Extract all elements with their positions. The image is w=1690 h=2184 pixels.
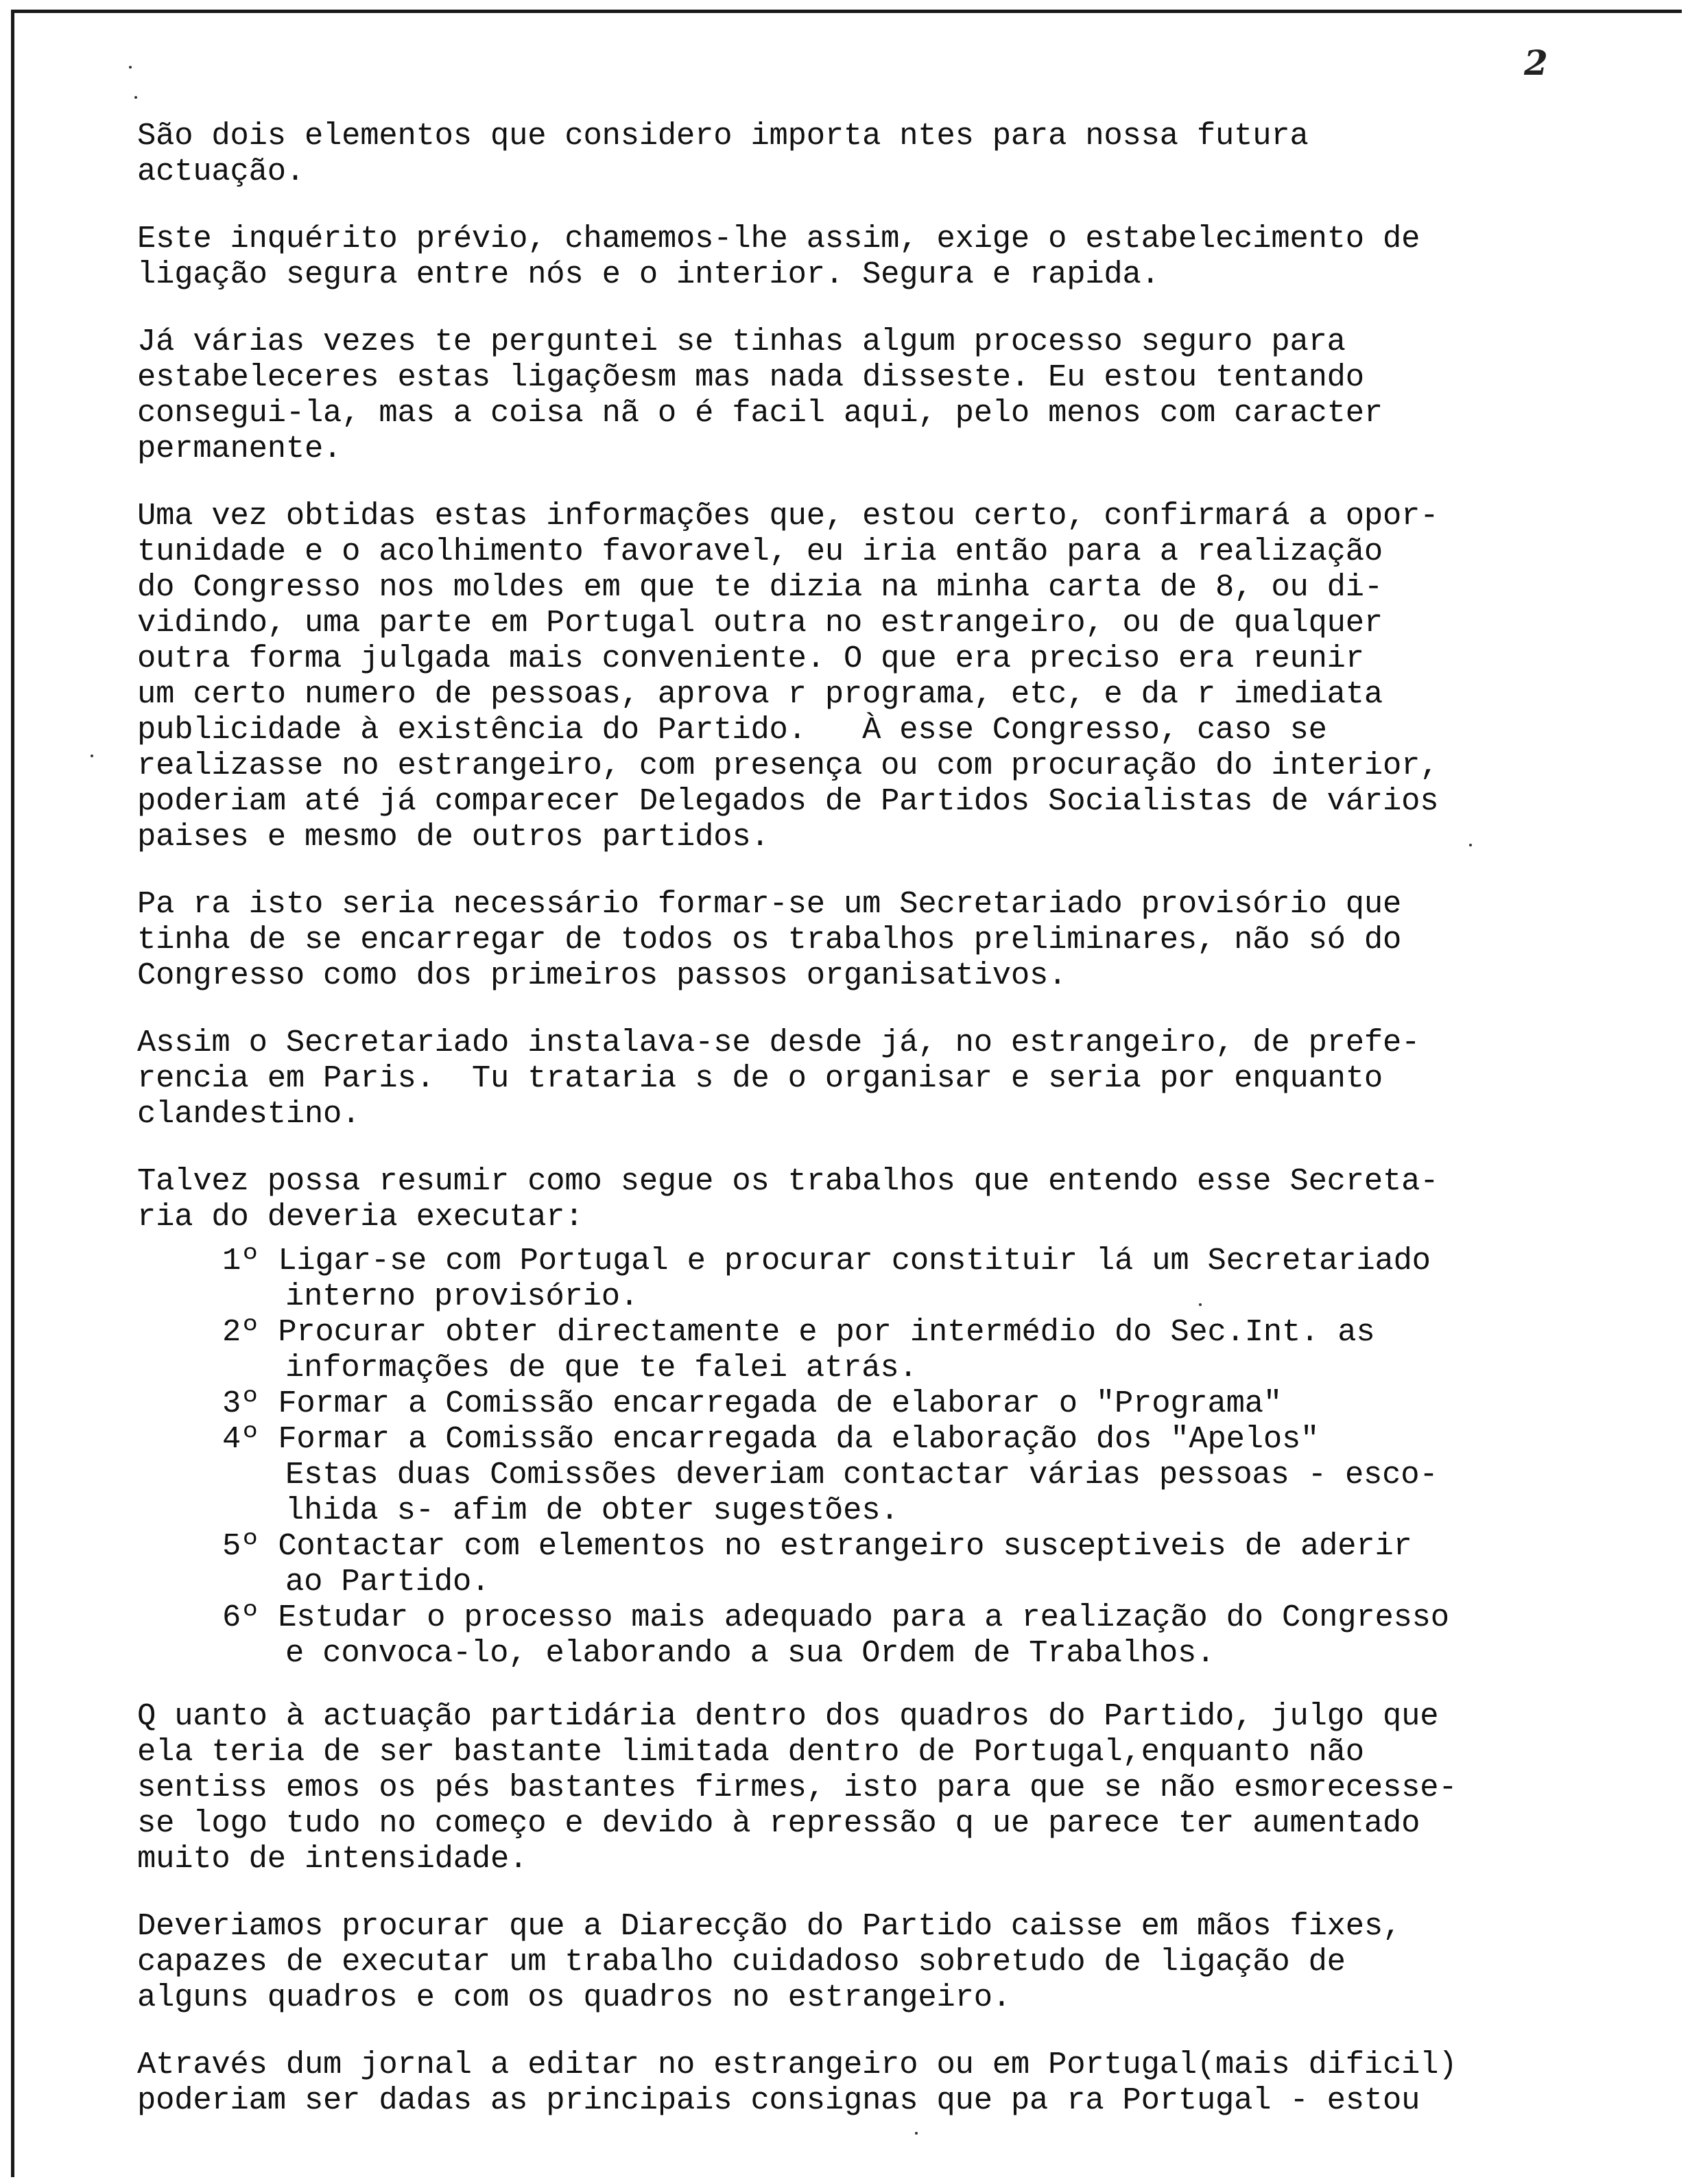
- paragraph: [137, 221, 1667, 292]
- text-line: actuação.: [137, 154, 305, 189]
- text-line: muito de intensidade.: [137, 1841, 528, 1877]
- text-line: alguns quadros e com os quadros no estrangeiro.: [137, 1980, 1011, 2015]
- list-item: [137, 1421, 1667, 1528]
- ink-speck: [134, 96, 137, 99]
- text-line: 3º Formar a Comissão encarregada de elaborar o "Programa": [222, 1386, 1282, 1421]
- text-line: permanente.: [137, 431, 342, 466]
- text-line: 1º Ligar-se com Portugal e procurar constituir lá um Secretariado: [222, 1243, 1431, 1279]
- paragraph: [137, 1163, 1667, 1235]
- text-line: Já várias vezes te perguntei se tinhas algum processo seguro para: [137, 324, 1346, 359]
- paragraph: [137, 498, 1667, 855]
- text-line: interno provisório.: [285, 1279, 639, 1314]
- text-line: ela teria de ser bastante limitada dentro de Portugal,enquanto não: [137, 1734, 1364, 1770]
- text-line: 2º Procurar obter directamente e por intermédio do Sec.Int. as: [222, 1314, 1375, 1350]
- text-line: consegui-la, mas a coisa nã o é facil aqui, pelo menos com caracter: [137, 395, 1383, 431]
- paragraph: [137, 2047, 1667, 2118]
- text-line: rencia em Paris. Tu trataria s de o organisar e seria por enquanto: [137, 1060, 1383, 1096]
- paragraph: [137, 1908, 1667, 2015]
- text-line: poderiam ser dadas as principais consignas que pa ra Portugal - estou: [137, 2082, 1420, 2118]
- text-line: capazes de executar um trabalho cuidadoso sobretudo de ligação de: [137, 1944, 1346, 1980]
- text-line: Deveriamos procurar que a Diarecção do Partido caisse em mãos fixes,: [137, 1908, 1402, 1944]
- text-line: e convoca-lo, elaborando a sua Ordem de Trabalhos.: [285, 1635, 1215, 1671]
- list-item: [137, 1386, 1667, 1421]
- text-line: Congresso como dos primeiros passos organisativos.: [137, 958, 1067, 993]
- page-number: 2: [1524, 43, 1548, 83]
- paragraph: [137, 1025, 1667, 1132]
- list-item: [137, 1528, 1667, 1600]
- text-line: Assim o Secretariado instalava-se desde já, no estrangeiro, de prefe-: [137, 1025, 1420, 1060]
- text-line: Através dum jornal a editar no estrangeiro ou em Portugal(mais dificil): [137, 2047, 1457, 2082]
- ink-speck: [1199, 1303, 1202, 1306]
- list-item: [137, 1243, 1667, 1314]
- text-line: outra forma julgada mais conveniente. O que era preciso era reunir: [137, 641, 1364, 676]
- ink-speck: [129, 66, 132, 69]
- text-line: tinha de se encarregar de todos os trabalhos preliminares, não só do: [137, 922, 1402, 958]
- text-line: se logo tudo no começo e devido à repressão q ue parece ter aumentado: [137, 1805, 1420, 1841]
- letter-body: [137, 118, 1667, 2150]
- text-line: ao Partido.: [285, 1564, 490, 1600]
- text-line: poderiam até já comparecer Delegados de Partidos Socialistas de vários: [137, 783, 1439, 819]
- text-line: estabeleceres estas ligaçõesm mas nada disseste. Eu estou tentando: [137, 359, 1364, 395]
- text-line: do Congresso nos moldes em que te dizia na minha carta de 8, ou di-: [137, 569, 1383, 605]
- text-line: Talvez possa resumir como segue os trabalhos que entendo esse Secreta-: [137, 1163, 1439, 1199]
- text-line: Estas duas Comissões deveriam contactar várias pessoas - esco-: [285, 1457, 1438, 1493]
- text-line: paises e mesmo de outros partidos.: [137, 819, 770, 855]
- paragraph: [137, 118, 1667, 189]
- text-line: 6º Estudar o processo mais adequado para a realização do Congresso: [222, 1600, 1449, 1635]
- ink-speck: [91, 755, 93, 757]
- paragraph: [137, 1698, 1667, 1877]
- text-line: Q uanto à actuação partidária dentro dos quadros do Partido, julgo que: [137, 1698, 1439, 1734]
- text-line: tunidade e o acolhimento favoravel, eu iria então para a realização: [137, 534, 1383, 569]
- text-line: realizasse no estrangeiro, com presença ou com procuração do interior,: [137, 748, 1439, 783]
- text-line: publicidade à existência do Partido. À esse Congresso, caso se: [137, 712, 1327, 748]
- ink-speck: [1469, 844, 1472, 846]
- paragraph: [137, 324, 1667, 466]
- text-line: ligação segura entre nós e o interior. Segura e rapida.: [137, 257, 1160, 292]
- list-item: [137, 1600, 1667, 1671]
- text-line: Este inquérito prévio, chamemos-lhe assim, exige o estabelecimento de: [137, 221, 1420, 257]
- list-item: [137, 1314, 1667, 1386]
- text-line: sentiss emos os pés bastantes firmes, isto para que se não esmorecesse-: [137, 1770, 1457, 1805]
- text-line: vidindo, uma parte em Portugal outra no estrangeiro, ou de qualquer: [137, 605, 1383, 641]
- text-line: lhida s- afim de obter sugestões.: [285, 1493, 899, 1528]
- text-line: clandestino.: [137, 1096, 361, 1132]
- paragraph: [137, 886, 1667, 993]
- ink-speck: [915, 2132, 918, 2135]
- text-line: informações de que te falei atrás.: [285, 1350, 918, 1386]
- task-list: [137, 1243, 1667, 1671]
- text-line: 4º Formar a Comissão encarregada da elaboração dos "Apelos": [222, 1421, 1320, 1457]
- text-line: Pa ra isto seria necessário formar-se um Secretariado provisório que: [137, 886, 1402, 922]
- text-line: Uma vez obtidas estas informações que, estou certo, confirmará a opor-: [137, 498, 1439, 534]
- text-line: 5º Contactar com elementos no estrangeiro susceptiveis de aderir: [222, 1528, 1412, 1564]
- text-line: São dois elementos que considero importa ntes para nossa futura: [137, 118, 1309, 154]
- text-line: ria do deveria executar:: [137, 1199, 584, 1235]
- text-line: um certo numero de pessoas, aprova r programa, etc, e da r imediata: [137, 676, 1383, 712]
